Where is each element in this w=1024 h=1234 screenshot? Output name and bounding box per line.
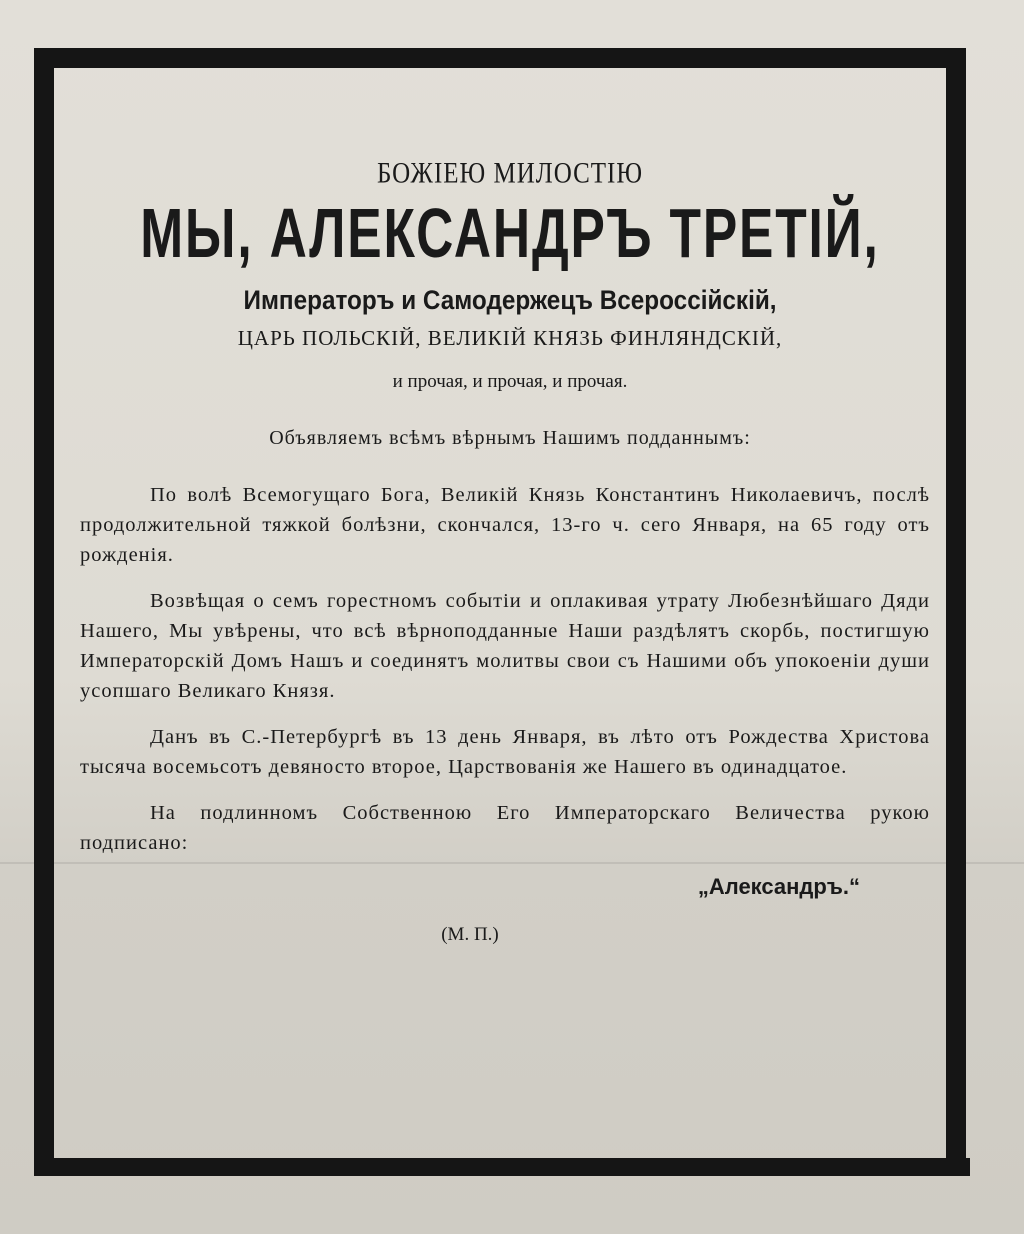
- announcement-line: Объявляемъ всѣмъ вѣрнымъ Нашимъ подданнымъ:: [269, 427, 751, 449]
- paragraph-mourning: Возвѣщая о семъ горестномъ событiи и оплакивая утрату Любезнѣйшаго Дяди Нашего, Мы увѣрены, что всѣ вѣрноподданные Наши раздѣлятъ скорбь, постигшую Императорскiй Домъ Нашъ и соединятъ молитвы свои съ Нашими объ упокоенiи души усопшаго Великаго Князя.: [80, 590, 930, 702]
- paragraph-dated: Данъ въ С.-Петербургѣ въ 13 день Января, въ лѣто отъ Рождества Христова тысяча восемьсотъ девяносто второе, Царствованiя же Нашего въ одинадцатое.: [80, 726, 930, 778]
- paragraph-death-notice: По волѣ Всемогущаго Бога, Великiй Князь Константинъ Николаевичъ, послѣ продолжительной тяжкой болѣзни, скончался, 13-го ч. сего Января, на 65 году отъ рожденiя.: [80, 484, 930, 566]
- signature-line: „Александръ.“: [697, 874, 860, 899]
- manifesto-body: [80, 157, 940, 946]
- paragraph-signed-note: На подлинномъ Собственною Его Императорскаго Величества рукою подписано:: [80, 802, 930, 854]
- et-cetera-line: и прочая, и прочая, и прочая.: [392, 371, 628, 392]
- seal-mark: (М. П.): [441, 924, 499, 945]
- mourning-border-right: [946, 48, 966, 1176]
- sovereign-name-heading: МЫ, АЛЕКСАНДРЪ ТРЕТIЙ,: [140, 193, 880, 272]
- emperor-title: Императоръ и Самодержецъ Всероссiйскiй,: [243, 285, 777, 315]
- tsar-title: ЦАРЬ ПОЛЬСКIЙ, ВЕЛИКIЙ КНЯЗЬ ФИНЛЯНДСКIЙ,: [237, 326, 783, 350]
- mourning-border-bottom: [40, 1158, 970, 1176]
- mourning-border-top: [34, 48, 966, 68]
- by-grace-heading: БОЖIЕЮ МИЛОСТIЮ: [376, 157, 644, 190]
- mourning-border-left: [34, 48, 54, 1176]
